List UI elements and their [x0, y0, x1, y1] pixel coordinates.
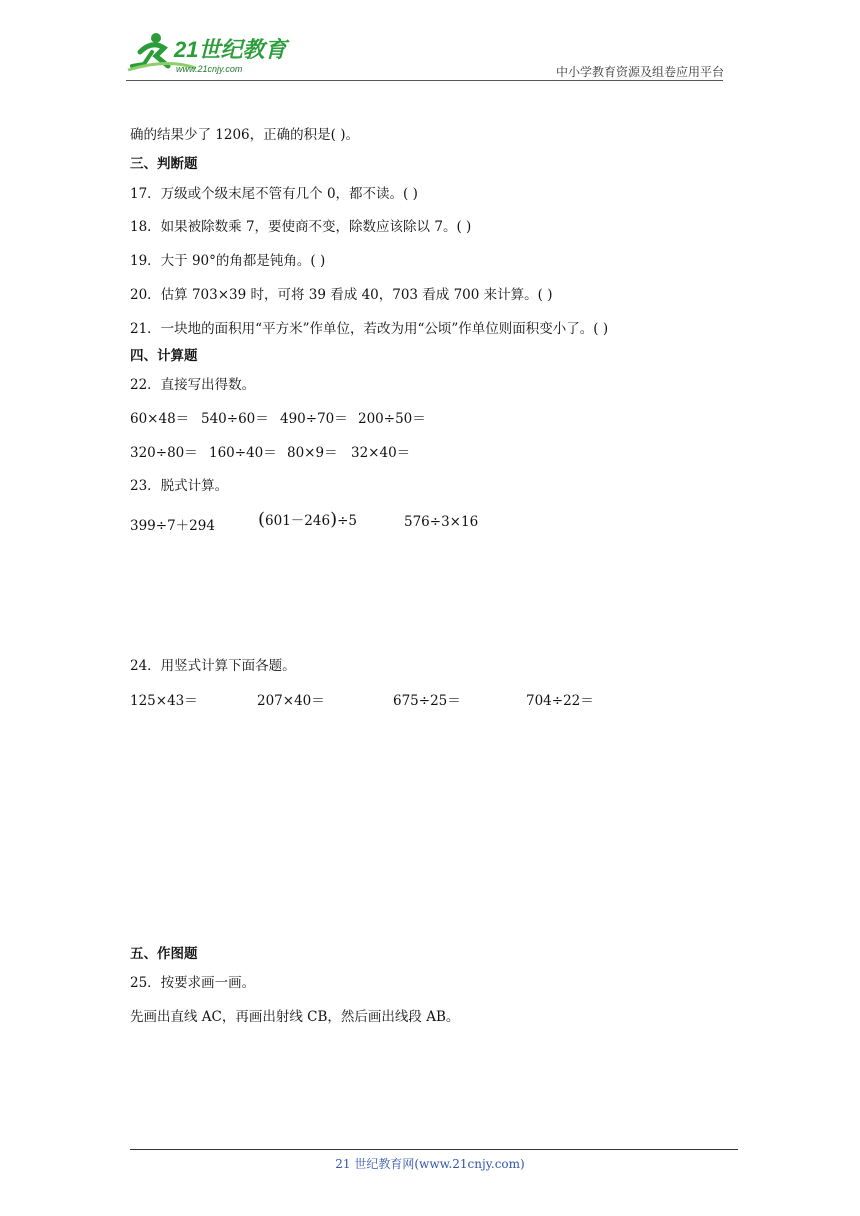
question-17: 17．万级或个级末尾不管有几个 0，都不读。( )	[130, 186, 418, 202]
q22-item: 200÷50＝	[358, 411, 426, 427]
q22-item: 490÷70＝	[280, 411, 348, 427]
logo-text: 21世纪教育	[174, 37, 287, 62]
q23-expression-3: 576÷3×16	[404, 514, 479, 530]
section-drawing-heading: 五、作图题	[130, 946, 198, 962]
question-25-instruction: 先画出直线 AC，再画出射线 CB，然后画出线段 AB。	[130, 1009, 460, 1025]
q23-expression-2	[258, 509, 357, 530]
logo-url: www.21cnjy.com	[176, 64, 243, 74]
question-25: 25．按要求画一画。	[130, 975, 256, 991]
left-paren: (	[258, 509, 266, 530]
q22-item: 540÷60＝	[201, 411, 269, 427]
q22-item: 320÷80＝	[130, 445, 198, 461]
q22-item: 32×40＝	[351, 445, 411, 461]
question-16-continuation: 确的结果少了 1206，正确的积是( )。	[130, 127, 359, 143]
footer-source: 21 世纪教育网(www.21cnjy.com)	[335, 1157, 525, 1171]
question-18: 18．如果被除数乘 7，要使商不变，除数应该除以 7。( )	[130, 219, 472, 235]
q23-expression-2-tail: ÷5	[337, 513, 358, 529]
question-24: 24．用竖式计算下面各题。	[130, 658, 296, 674]
q22-item: 80×9＝	[287, 445, 338, 461]
q23-expression-2-inner: 601－246	[265, 513, 331, 529]
footer-divider	[130, 1149, 738, 1150]
section-calculation-heading: 四、计算题	[130, 348, 198, 364]
q22-item: 60×48＝	[130, 411, 190, 427]
q24-item: 125×43＝	[130, 693, 198, 709]
q23-expression-1: 399÷7＋294	[130, 518, 215, 534]
q24-item: 207×40＝	[257, 693, 325, 709]
header-platform-name: 中小学教育资源及组卷应用平台	[555, 65, 724, 79]
question-23: 23．脱式计算。	[130, 478, 229, 494]
header-divider	[126, 80, 723, 81]
site-logo	[126, 30, 296, 76]
right-paren: )	[330, 509, 338, 530]
question-19: 19．大于 90°的角都是钝角。( )	[130, 253, 326, 269]
question-21: 21．一块地的面积用“平方米”作单位，若改为用“公顷”作单位则面积变小了。( )	[130, 321, 609, 337]
q24-item: 675÷25＝	[393, 693, 461, 709]
logo-runner-icon	[126, 30, 296, 76]
q22-item: 160÷40＝	[209, 445, 277, 461]
question-22: 22．直接写出得数。	[130, 377, 256, 393]
q24-item: 704÷22＝	[526, 693, 594, 709]
section-judgement-heading: 三、判断题	[130, 156, 198, 172]
question-20: 20．估算 703×39 时，可将 39 看成 40，703 看成 700 来计算。( )	[130, 287, 553, 303]
